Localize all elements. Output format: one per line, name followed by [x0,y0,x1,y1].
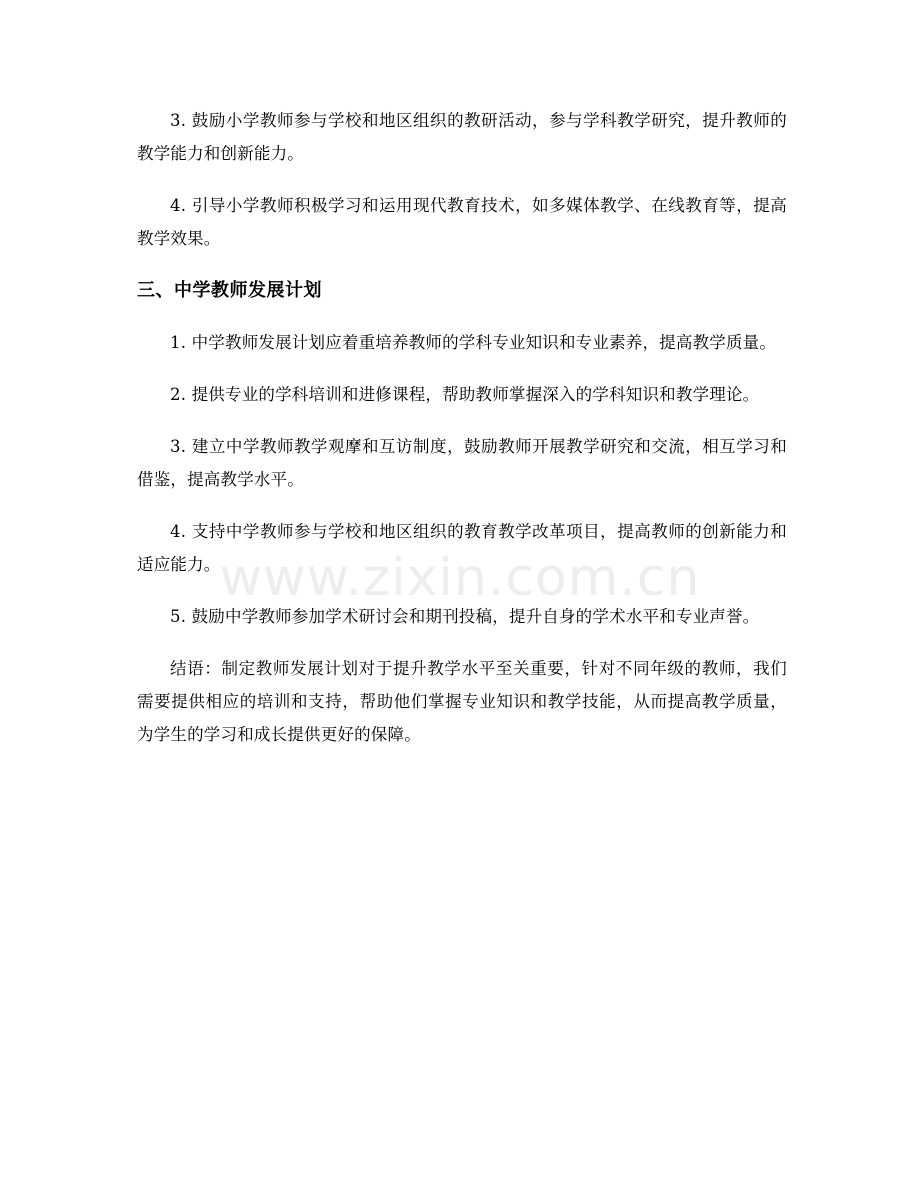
paragraph-middle-item-3: 3. 建立中学教师教学观摩和互访制度，鼓励教师开展教学研究和交流，相互学习和借鉴，提高教学水平。 [137,437,787,489]
conclusion-paragraph: 结语：制定教师发展计划对于提升教学水平至关重要，针对不同年级的教师，我们需要提供相应的培训和支持，帮助他们掌握专业知识和教学技能，从而提高教学质量，为学生的学习和成长提供更好的保障。 [137,659,787,744]
paragraph-primary-item-3: 3. 鼓励小学教师参与学校和地区组织的教研活动，参与学科教学研究，提升教师的教学能力和创新能力。 [137,111,787,163]
paragraph-primary-item-4: 4. 引导小学教师积极学习和运用现代教育技术，如多媒体教学、在线教育等，提高教学效果。 [137,196,787,248]
paragraph-middle-item-4: 4. 支持中学教师参与学校和地区组织的教育教学改革项目，提高教师的创新能力和适应能力。 [137,522,787,574]
watermark: www.zixin.com.cn [219,548,701,608]
document-body [137,104,787,770]
paragraph-middle-item-1: 1. 中学教师发展计划应着重培养教师的学科专业知识和专业素养，提高教学质量。 [170,333,777,352]
section-heading: 三、中学教师发展计划 [137,280,322,301]
paragraph-middle-item-5: 5. 鼓励中学教师参加学术研讨会和期刊投稿，提升自身的学术水平和专业声誉。 [170,607,760,626]
paragraph-middle-item-2: 2. 提供专业的学科培训和进修课程，帮助教师掌握深入的学科知识和教学理论。 [170,385,760,404]
